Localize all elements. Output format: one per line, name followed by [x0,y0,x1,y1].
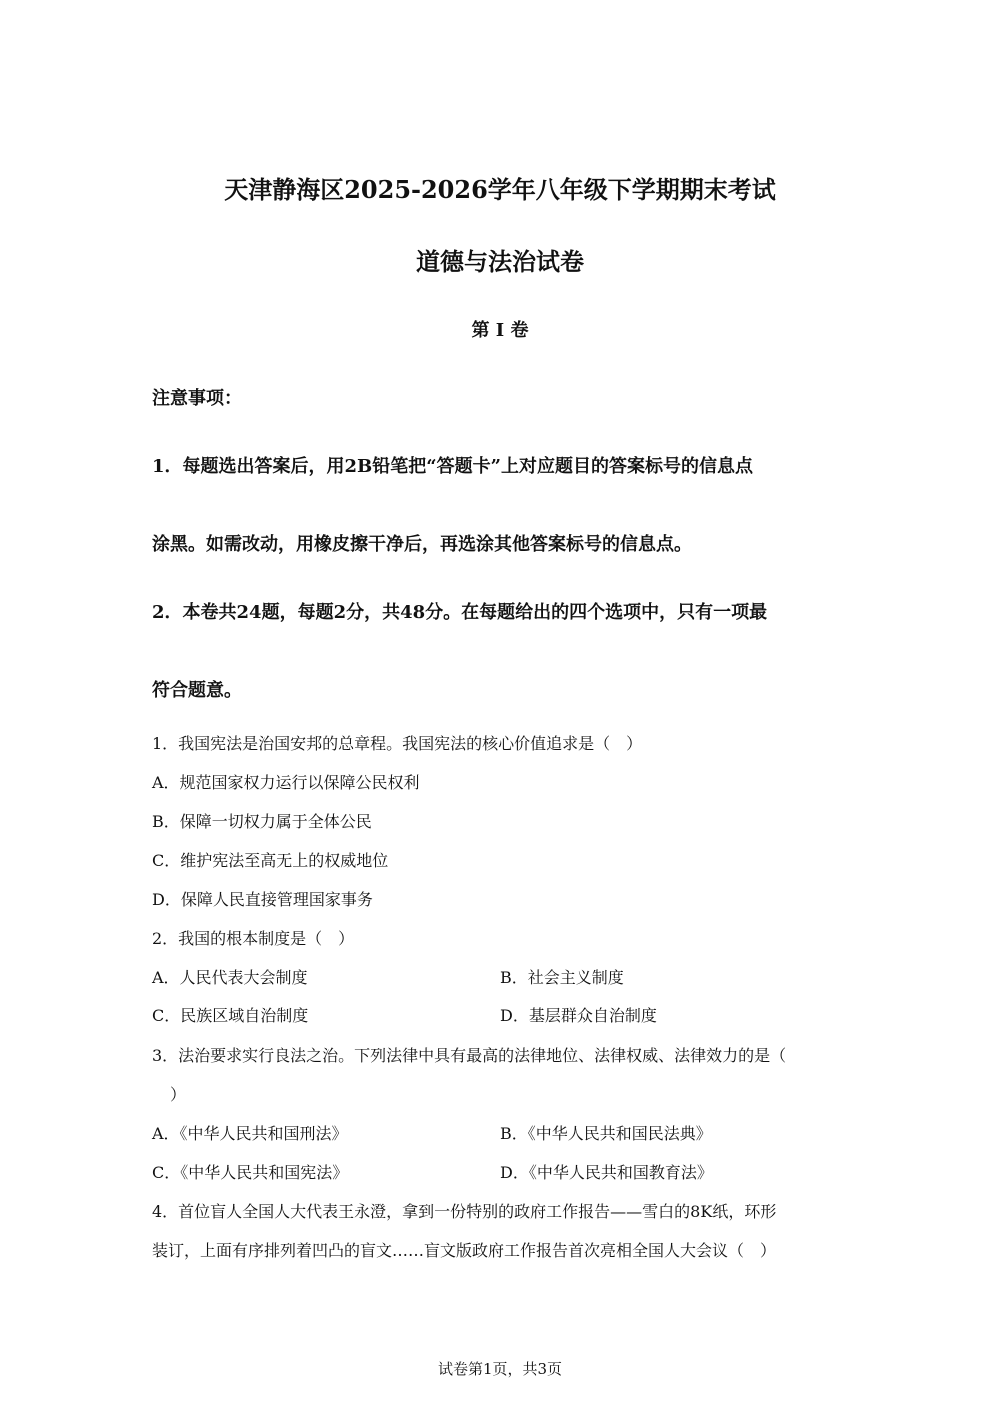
question-2-option-b: B．社会主义制度 [500,968,624,987]
question-3-stem-line-1: 3．法治要求实行良法之治。下列法律中具有最高的法律地位、法律权威、法律效力的是（ [152,1046,787,1065]
question-3-option-d: D．《中华人民共和国教育法》 [500,1163,713,1182]
exam-title-line1: 天津静海区2025-2026学年八年级下学期期末考试 [224,175,776,204]
question-3-option-c: C．《中华人民共和国宪法》 [152,1163,349,1182]
question-3-option-b: B．《中华人民共和国民法典》 [500,1124,712,1143]
notice-line-2: 涂黑。如需改动，用橡皮擦干净后，再选涂其他答案标号的信息点。 [152,534,692,555]
notice-line-1: 1．每题选出答案后，用2B铅笔把“答题卡”上对应题目的答案标号的信息点 [152,456,753,477]
notice-line-3: 2．本卷共24题，每题2分，共48分。在每题给出的四个选项中，只有一项最 [152,602,768,623]
question-2-option-d: D．基层群众自治制度 [500,1006,657,1025]
question-1-option-a: A．规范国家权力运行以保障公民权利 [152,773,420,792]
question-4-stem-line-2: 装订，上面有序排列着凹凸的盲文……盲文版政府工作报告首次亮相全国人大会议（ ） [152,1241,777,1260]
section-heading: 第 I 卷 [471,320,529,341]
question-2-option-c: C．民族区域自治制度 [152,1006,309,1025]
question-1-option-b: B．保障一切权力属于全体公民 [152,812,372,831]
question-4-stem-line-1: 4．首位盲人全国人大代表王永澄，拿到一份特别的政府工作报告——雪白的8K纸，环形 [152,1202,777,1221]
question-3-option-a: A．《中华人民共和国刑法》 [152,1124,348,1143]
page-footer: 试卷第1页，共3页 [437,1360,563,1378]
notice-heading: 注意事项： [152,388,242,409]
question-1-option-d: D．保障人民直接管理国家事务 [152,890,373,909]
question-1-stem: 1．我国宪法是治国安邦的总章程。我国宪法的核心价值追求是（ ） [152,734,643,753]
question-2-option-a: A．人民代表大会制度 [152,968,308,987]
notice-line-4: 符合题意。 [152,680,242,701]
question-3-stem-line-2: ） [170,1085,187,1104]
question-1-option-c: C．维护宪法至高无上的权威地位 [152,851,389,870]
exam-title-line2: 道德与法治试卷 [416,247,584,276]
question-2-stem: 2．我国的根本制度是（ ） [152,929,355,948]
